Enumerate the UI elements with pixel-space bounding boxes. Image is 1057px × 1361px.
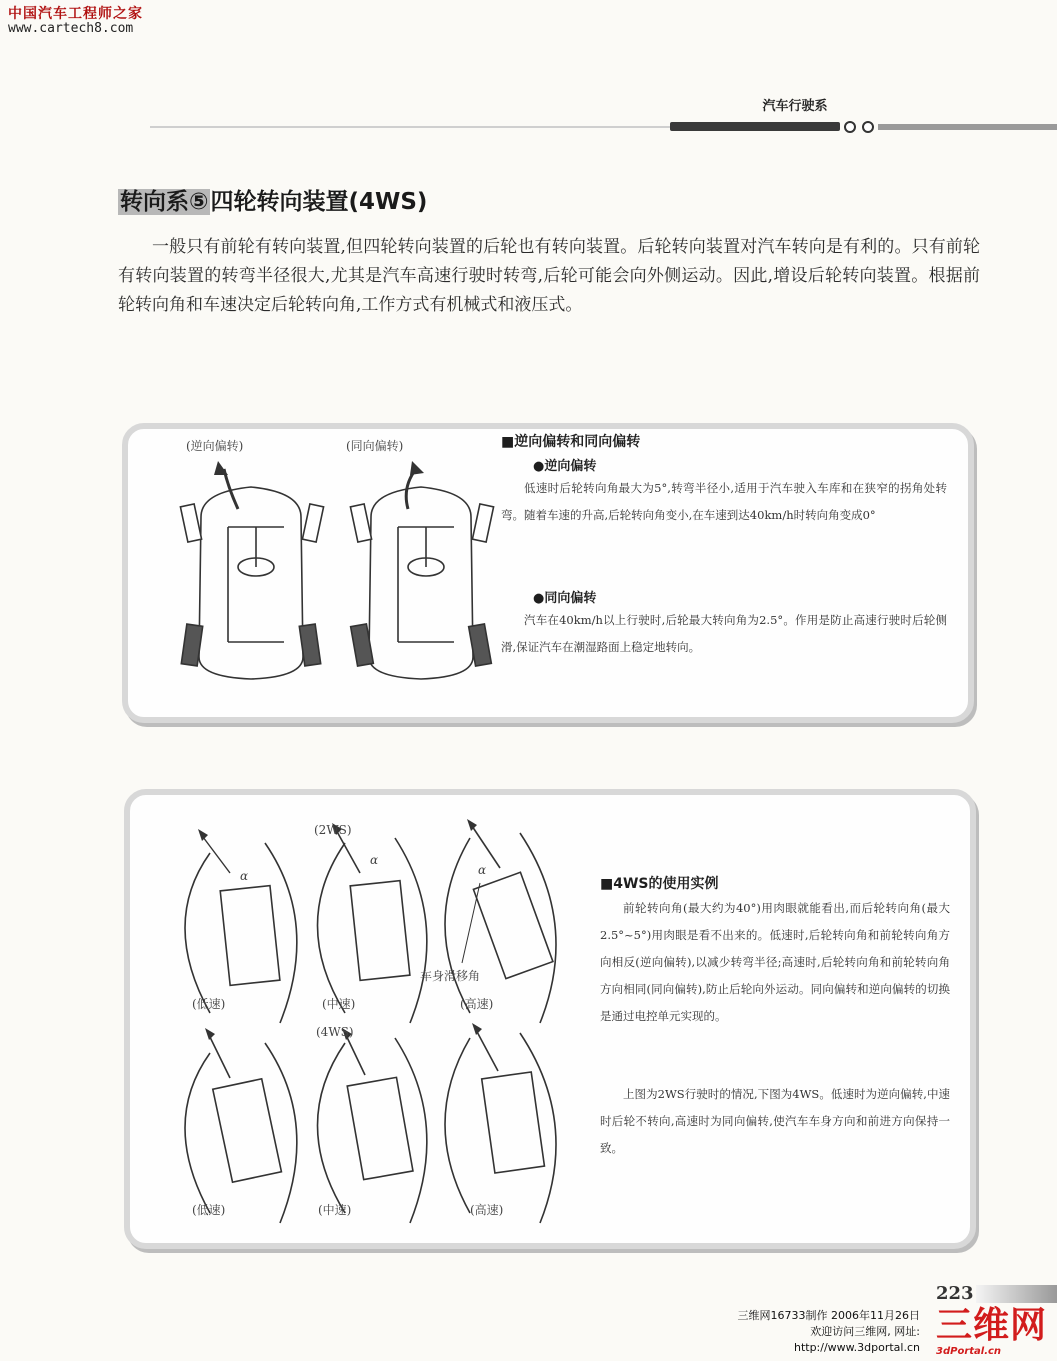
header-rule: [150, 126, 670, 128]
label-high-2ws: (高速): [460, 997, 494, 1011]
box2-text-1: [600, 895, 950, 1030]
box1-subheading-reverse: ●逆向偏转: [533, 459, 597, 474]
title-highlight: 转向系⑤: [120, 189, 209, 215]
watermark-logo-text: 三维网: [936, 1305, 1048, 1346]
box2-text-2-body: 上图为2WS行驶时的情况,下图为4WS。低速时为逆向偏转,中速时后轮不转向,高速时为同向偏转,使汽车车身方向和前进方向保持一致。: [600, 1087, 950, 1155]
watermark-top: [8, 6, 143, 37]
header-rule-bold: [670, 122, 840, 131]
watermark-logo: [936, 1306, 1057, 1361]
box1-heading: ■逆向偏转和同向偏转: [501, 434, 641, 450]
car-reverse-steer: [180, 461, 323, 679]
box1-text-same: [501, 607, 947, 661]
turning-scenarios-diagram: [170, 813, 570, 1233]
label-4ws: (4WS): [316, 1025, 354, 1039]
intro-text: 一般只有前轮有转向装置,但四轮转向装置的后轮也有转向装置。后轮转向装置对汽车转向是有利的。只有前轮有转向装置的转弯半径很大,尤其是汽车高速行驶时转弯,后轮可能会向外侧运动。因此,增设后轮转向装置。根据前轮转向角和车速决定后轮转向角,工作方式有机械式和液压式。: [118, 237, 980, 315]
watermark-url: www.cartech8.com: [8, 21, 134, 37]
label-alpha-1: α: [240, 869, 249, 883]
label-same: (同向偏转): [346, 439, 404, 453]
box2-text-1-body: 前轮转向角(最大约为40°)用肉眼就能看出,而后轮转向角(最大2.5°~5°)用肉眼是看不出来的。低速时,后轮转向角和前轮转向角方向相反(逆向偏转),以减少转弯半径;高速时,后轮转向角和前轮转向角方向相同(同向偏转),防止后轮向外运动。同向偏转和逆向偏转的切换是通过电控单元实现的。: [600, 901, 950, 1023]
label-reverse: (逆向偏转): [186, 439, 244, 453]
watermark-line-1: 三维网16733制作 2006年11月26日: [737, 1309, 920, 1322]
car-chassis-diagram: [166, 457, 506, 707]
label-alpha-2: α: [370, 853, 379, 867]
watermark-bottom: [700, 1308, 920, 1356]
label-low-4ws: (低速): [192, 1203, 226, 1217]
box1-subheading-same: ●同向偏转: [533, 591, 597, 606]
box1-text-reverse-body: 低速时后轮转向角最大为5°,转弯半径小,适用于汽车驶入车库和在狭窄的拐角处转弯。随着车速的升高,后轮转向角变小,在车速到达40km/h时转向角变成0°: [501, 481, 947, 522]
box1-text-same-body: 汽车在40km/h以上行驶时,后轮最大转向角为2.5°。作用是防止高速行驶时后轮侧滑,保证汽车在潮湿路面上稳定地转向。: [501, 613, 947, 654]
label-mid-4ws: (中速): [318, 1203, 352, 1217]
label-alpha-3: α: [478, 863, 487, 877]
label-high-4ws: (高速): [470, 1203, 504, 1217]
watermark-logo-subtext: 3dPortal.cn: [936, 1346, 1002, 1357]
page-title: [118, 183, 427, 216]
label-2ws: (2WS): [314, 823, 352, 837]
page-number-bar: [976, 1285, 1057, 1303]
label-slip-angle: 车身滑移角: [420, 969, 481, 983]
box2-text-2: [600, 1081, 950, 1162]
header-ornament-icon: [842, 120, 878, 134]
figure-box-steering-modes: [122, 423, 974, 723]
car-same-steer: [350, 461, 493, 679]
label-low-2ws: (低速): [192, 997, 226, 1011]
running-header: 汽车行驶系: [762, 99, 828, 114]
box2-heading: ■4WS的使用实例: [600, 876, 719, 892]
title-main: 四轮转向装置(4WS): [210, 189, 428, 215]
figure-box-4ws-examples: [124, 789, 976, 1249]
watermark-line-3: http://www.3dportal.cn: [793, 1341, 920, 1354]
page-number: 223: [936, 1283, 974, 1304]
intro-paragraph: [118, 233, 980, 320]
label-mid-2ws: (中速): [322, 997, 356, 1011]
box1-text-reverse: [501, 475, 947, 529]
watermark-site-name: 中国汽车工程师之家: [8, 6, 143, 22]
header-rule-right: [878, 124, 1057, 130]
watermark-line-2: 欢迎访问三维网, 网址:: [810, 1325, 920, 1338]
